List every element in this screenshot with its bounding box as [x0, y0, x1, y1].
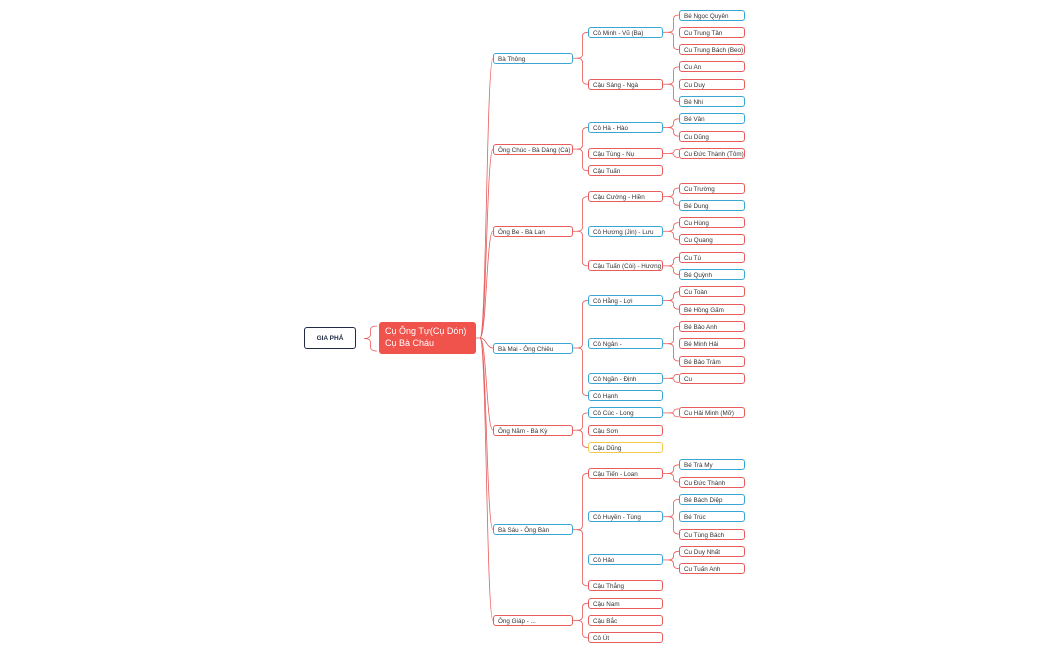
gen2-node[interactable] [588, 598, 663, 609]
gen3-node[interactable] [679, 96, 745, 107]
gen2-node[interactable] [588, 295, 663, 306]
node-label: Ông Be - Bà Lan [498, 228, 545, 236]
gen1-node[interactable] [493, 144, 573, 155]
gen3-node[interactable] [679, 200, 745, 211]
gen3-node[interactable] [679, 563, 745, 574]
node-label: Cu Đức Thành [684, 479, 726, 487]
node-label: Bé Quỳnh [684, 272, 713, 279]
node-label: Cô Minh - Vũ (Ba) [593, 29, 644, 37]
gen2-node[interactable] [588, 373, 663, 384]
gen3-node[interactable] [679, 27, 745, 38]
node-label: Cu Trường [684, 185, 715, 193]
node-label: Cu An [684, 64, 702, 72]
node-label: Cu Quang [684, 237, 713, 245]
node-label: Cu Duy [684, 81, 705, 89]
node-label: Cậu Tuấn (Còi) - Hương [593, 263, 662, 271]
node-label: Cô Hương (Jin) - Lưu [593, 228, 654, 236]
gen1-node[interactable] [493, 343, 573, 354]
node-label: Cu Trung Tân [684, 29, 723, 37]
node-label: Cô Ngân - [593, 341, 622, 349]
node-label: Cậu Cường - Hiền [593, 194, 645, 202]
node-label: Bé Bách Diệp [684, 496, 723, 504]
gen3-node[interactable] [679, 529, 745, 540]
node-label: Cu Hùng [684, 220, 709, 228]
gen2-node[interactable] [588, 632, 663, 643]
gen3-node[interactable] [679, 459, 745, 470]
gen2-node[interactable] [588, 468, 663, 479]
node-label: Cô Cúc - Long [593, 410, 634, 418]
root-node-gia-pha[interactable] [304, 327, 356, 349]
node-label: Ông Chúc - Bà Dàng (Cà) [498, 146, 571, 154]
gen3-node[interactable] [679, 113, 745, 124]
gen3-node[interactable] [679, 269, 745, 280]
gen1-node[interactable] [493, 615, 573, 626]
node-label: Cậu Tùng - Nụ [593, 150, 635, 158]
node-label: Cô Út [593, 635, 610, 643]
node-label: Bé Vân [684, 116, 705, 124]
node-label: Cu [684, 375, 693, 383]
node-label: Ông Năm - Bà Kỳ [498, 427, 548, 435]
gen3-node[interactable] [679, 183, 745, 194]
node-label: Bé Dung [684, 202, 709, 210]
gen2-node[interactable] [588, 148, 663, 159]
node-label: Cu Trung Bách (Beo) [684, 47, 744, 55]
gen1-node[interactable] [493, 53, 573, 64]
node-label: Cu Dũng [684, 133, 709, 141]
gen2-node[interactable] [588, 122, 663, 133]
gen3-node[interactable] [679, 511, 745, 522]
node-label: Cu Tú [684, 254, 702, 262]
node-label: Cu Đức Thành (Tôm) [684, 150, 744, 158]
node-label: Cậu Tuấn [593, 168, 621, 176]
node-label: Bé Ngọc Quyên [684, 12, 729, 20]
node-label: Cu Tuấn Anh [684, 566, 721, 574]
gen2-node[interactable] [588, 425, 663, 436]
central-node-ancestors[interactable] [379, 322, 476, 354]
gen2-node[interactable] [588, 390, 663, 401]
node-label: Cô Hạnh [593, 393, 618, 401]
gen3-node[interactable] [679, 79, 745, 90]
gen2-node[interactable] [588, 191, 663, 202]
gen3-node[interactable] [679, 321, 745, 332]
node-label: Cu Toàn [684, 289, 708, 297]
node-label: Bà Thông [498, 55, 526, 63]
node-label: Cậu Nam [593, 600, 620, 608]
gen3-node[interactable] [679, 44, 745, 55]
gen3-node[interactable] [679, 61, 745, 72]
gen3-node[interactable] [679, 407, 745, 418]
node-label: Bé Minh Hải [684, 341, 719, 349]
node-label: Bé Trà My [684, 462, 713, 470]
gen2-node[interactable] [588, 615, 663, 626]
node-label: Ông Giáp - ... [498, 618, 536, 625]
node-label: Cô Huyền - Tùng [593, 514, 641, 522]
gen2-node[interactable] [588, 165, 663, 176]
gen3-node[interactable] [679, 131, 745, 142]
gen2-node[interactable] [588, 511, 663, 522]
node-label: Cô Ngần - Định [593, 375, 637, 383]
node-label: Bé Bảo Anh [684, 323, 718, 331]
gen2-node[interactable] [588, 260, 663, 271]
node-label: Cậu Sáng - Ngà [593, 81, 639, 89]
node-label: Cu Duy Nhất [684, 548, 721, 556]
node-label: Cô Hà - Hào [593, 124, 628, 132]
gen3-node[interactable] [679, 148, 745, 159]
node-label: Cu Hải Minh (Mỡ) [684, 410, 734, 418]
node-label: Bé Nhi [684, 99, 703, 106]
gen3-node[interactable] [679, 217, 745, 228]
gen3-node[interactable] [679, 356, 745, 367]
gen2-node[interactable] [588, 338, 663, 349]
node-label: Cậu Sơn [593, 427, 619, 435]
node-label: Bé Bảo Trâm [684, 358, 721, 366]
node-label: Cậu Thắng [593, 583, 625, 591]
gen3-node[interactable] [679, 477, 745, 488]
gen3-node[interactable] [679, 234, 745, 245]
gen3-node[interactable] [679, 494, 745, 505]
gen3-node[interactable] [679, 10, 745, 21]
gen2-node[interactable] [588, 226, 663, 237]
gen2-node[interactable] [588, 442, 663, 453]
node-label: Cậu Bắc [593, 618, 618, 625]
gen2-node[interactable] [588, 27, 663, 38]
node-label: Cô Hảo [593, 557, 615, 565]
gen3-node[interactable] [679, 286, 745, 297]
node-label: Bà Mai - Ông Chiêu [498, 345, 554, 353]
gen3-node[interactable] [679, 546, 745, 557]
node-label: Bé Trúc [684, 514, 706, 522]
node-label: Cậu Dũng [593, 445, 622, 452]
node-label: Cậu Tiến - Loan [593, 470, 638, 478]
gen3-node[interactable] [679, 373, 745, 384]
node-label: Cu Tùng Bách [684, 531, 725, 539]
gen3-node[interactable] [679, 304, 745, 315]
gen1-node[interactable] [493, 524, 573, 535]
gen3-node[interactable] [679, 252, 745, 263]
node-label: Bà Sáu - Ông Bàn [498, 527, 550, 535]
gen2-node[interactable] [588, 79, 663, 90]
central-node-line-2: Cụ Bà Cháu [385, 338, 435, 348]
node-label: Bé Hồng Gấm [684, 306, 724, 314]
central-node-line-1: Cụ Ông Tự(Cụ Dón) [385, 326, 467, 336]
gen1-node[interactable] [493, 226, 573, 237]
gen2-node[interactable] [588, 580, 663, 591]
gen3-node[interactable] [679, 338, 745, 349]
root-node-label: GIA PHẢ [316, 334, 344, 342]
gen2-node[interactable] [588, 554, 663, 565]
node-label: Cô Hằng - Lợi [593, 297, 633, 305]
gen1-node[interactable] [493, 425, 573, 436]
gen2-node[interactable] [588, 407, 663, 418]
